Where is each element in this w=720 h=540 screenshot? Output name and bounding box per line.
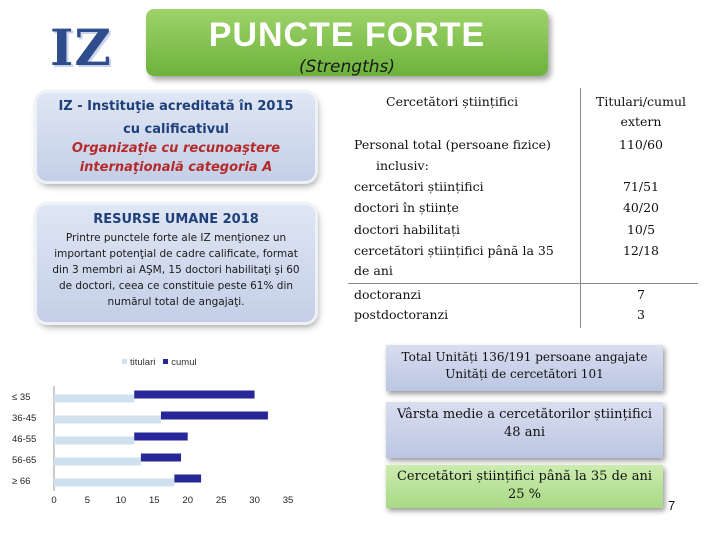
- page-title: PUNCTE FORTE: [208, 16, 486, 54]
- x-tick-label: 25: [215, 495, 227, 506]
- table-row-value: 71/51: [622, 179, 660, 194]
- legend-label-titulari: titulari: [130, 357, 156, 368]
- table-row-value: 7: [637, 287, 645, 302]
- x-tick-label: 35: [282, 495, 294, 506]
- x-tick-label: 0: [51, 495, 57, 506]
- bar-titulari: [54, 458, 141, 466]
- young-researchers-line1: Cercetători științifici până la 35 de ani: [396, 469, 653, 484]
- table-row-value: 3: [637, 307, 645, 322]
- bar-titulari: [54, 479, 174, 487]
- x-tick-label: 15: [148, 495, 160, 506]
- page-number: 7: [668, 498, 676, 513]
- accreditation-line4: internaţională categoria A: [79, 160, 273, 175]
- accreditation-line3: Organizaţie cu recunoaştere: [71, 141, 281, 156]
- table-row-label: Personal total (persoane fizice): [354, 137, 551, 152]
- table-row-label: de ani: [354, 263, 393, 278]
- average-age-line2: 48 ani: [504, 425, 545, 440]
- category-label: ≤ 35: [12, 392, 31, 403]
- title-banner: [146, 9, 548, 76]
- total-units-line2: Unități de cercetători 101: [445, 367, 604, 381]
- accreditation-line2: cu calificativul: [123, 122, 229, 137]
- table-row-label: cercetători științifici: [354, 179, 484, 194]
- table-row-label: cercetători științifici până la 35: [354, 243, 554, 258]
- accreditation-line1: IZ - Instituţie acreditată în 2015: [58, 99, 294, 114]
- table-row-value: 40/20: [622, 200, 660, 215]
- average-age-note: [386, 402, 663, 458]
- table-row-label: postdoctoranzi: [354, 307, 449, 322]
- table-row-label: doctori în științe: [354, 200, 459, 215]
- bar-titulari: [54, 437, 134, 445]
- human-resources-heading: RESURSE UMANE 2018: [93, 212, 259, 227]
- table-row-label: doctori habilitați: [354, 222, 461, 237]
- bar-cumul: [161, 412, 268, 420]
- bar-titulari: [54, 395, 134, 403]
- legend-label-cumul: cumul: [171, 357, 197, 368]
- young-researchers-note: [386, 465, 663, 508]
- legend-swatch-titulari: [122, 359, 127, 364]
- table-row-value: 110/60: [619, 137, 663, 152]
- bar-cumul: [174, 475, 201, 483]
- table-header-researchers: Cercetători științifici: [386, 94, 519, 109]
- bar-cumul: [134, 391, 254, 399]
- x-tick-label: 10: [115, 495, 127, 506]
- total-units-line1: Total Unități 136/191 persoane angajate: [401, 350, 648, 364]
- page-subtitle: (Strengths): [298, 57, 396, 77]
- legend-swatch-cumul: [163, 359, 168, 364]
- young-researchers-line2: 25 %: [507, 487, 542, 502]
- average-age-line1: Vârsta medie a cercetătorilor științifici: [396, 407, 653, 422]
- bar-cumul: [134, 433, 187, 441]
- category-label: 46-55: [12, 434, 37, 445]
- category-label: 56-65: [12, 455, 37, 466]
- table-header-titulari: Titulari/cumul: [596, 94, 686, 109]
- human-resources-text: Printre punctele forte ale IZ menţionez un important potenţial de cadre calificate, format din 3 membri ai AŞM, 15 doctori habilitaţi şi 60 de doctori, ceea ce constituie peste 61% din numărul total de angajaţi.: [52, 232, 300, 308]
- bar-titulari: [54, 416, 161, 424]
- table-row-label: doctoranzi: [354, 287, 422, 302]
- bar-cumul: [141, 454, 181, 462]
- x-tick-label: 30: [249, 495, 260, 506]
- category-label: 36-45: [12, 413, 37, 424]
- x-tick-label: 20: [182, 495, 194, 506]
- table-header-extern: extern: [620, 114, 662, 129]
- category-label: ≥ 66: [12, 476, 31, 487]
- table-row-label: inclusiv:: [376, 158, 429, 173]
- x-tick-label: 5: [84, 495, 91, 506]
- chart-legend: [122, 357, 197, 368]
- age-distribution-chart: [10, 382, 310, 512]
- accreditation-box: [37, 93, 315, 181]
- table-row-value: 10/5: [626, 222, 656, 237]
- total-units-note: [386, 345, 663, 391]
- iz-logo: IZ: [50, 18, 112, 77]
- human-resources-box: [37, 205, 315, 322]
- staff-table: [348, 90, 700, 330]
- table-row-value: 12/18: [622, 243, 660, 258]
